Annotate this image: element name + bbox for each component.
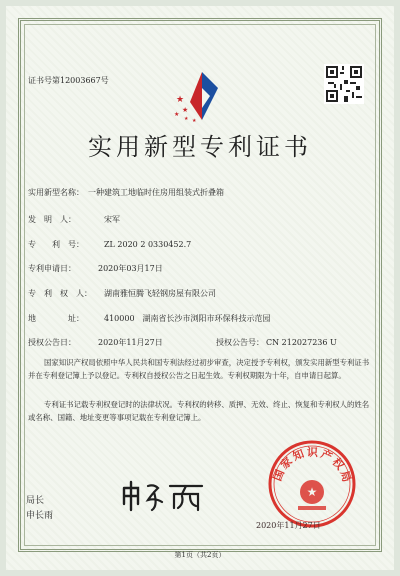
grant-date-value: 2020年11月27日 xyxy=(98,338,163,347)
director-signature-icon xyxy=(118,478,208,514)
patent-number-label: 专 利 号： xyxy=(28,240,84,249)
filing-date-value: 2020年03月17日 xyxy=(98,264,163,273)
certificate-title: 实用新型专利证书 xyxy=(88,133,312,161)
body-paragraph-2: 专利证书记载专利权登记时的法律状况。专利权的转移、质押、无效、终止、恢复和专利权人的姓名或名称、国籍、地址变更等事项记载在专利登记簿上。 xyxy=(28,400,370,422)
certificate-number: 证书号第12003667号 xyxy=(28,76,109,85)
official-seal-icon xyxy=(266,438,358,530)
seal-date: 2020年11月27日 xyxy=(256,521,321,530)
address-label: 地 址： xyxy=(28,314,84,323)
director-name: 申长雨 xyxy=(26,511,54,521)
certificate-page xyxy=(6,6,394,570)
svg-text:★: ★ xyxy=(306,485,318,499)
svg-text:★: ★ xyxy=(184,116,189,122)
svg-text:★: ★ xyxy=(174,111,180,118)
grant-number-label: 授权公告号： xyxy=(216,338,264,347)
filing-date-label: 专利申请日： xyxy=(28,264,76,273)
inventor-label: 发 明 人： xyxy=(28,215,76,224)
cnipa-logo-icon xyxy=(172,68,228,124)
svg-text:★: ★ xyxy=(192,118,197,124)
svg-text:★: ★ xyxy=(182,106,189,114)
body-paragraph-1: 国家知识产权局依照中华人民共和国专利法经过初步审查，决定授予专利权，颁发实用新型专利证书并在专利登记簿上予以登记。专利权自授权公告之日起生效。专利权期限为十年，自申请日起算。 xyxy=(28,358,370,380)
patent-number-value: ZL 2020 2 0330452.7 xyxy=(104,240,192,249)
grant-date-label: 授权公告日： xyxy=(28,338,76,347)
inventor-value: 宋军 xyxy=(104,215,120,224)
svg-text:国家知识产权局 xyxy=(270,445,354,486)
page-number: 第1页（共2页） xyxy=(174,551,226,559)
utility-name-value: 一种建筑工地临时住房用组装式折叠箱 xyxy=(88,188,224,197)
seal-text: 国家知识产权局 xyxy=(270,445,355,486)
patentee-value: 湖南雅恒腾飞轻钢房屋有限公司 xyxy=(104,289,216,298)
qr-code-icon xyxy=(324,64,364,104)
patentee-label: 专 利 权 人： xyxy=(28,289,92,298)
address-value: 410000 湖南省长沙市浏阳市环保科技示范园 xyxy=(104,314,271,323)
director-title: 局长 xyxy=(26,496,45,506)
svg-text:★: ★ xyxy=(176,95,185,105)
utility-name-label: 实用新型名称： xyxy=(28,188,84,197)
grant-number-value: CN 212027236 U xyxy=(266,338,337,347)
